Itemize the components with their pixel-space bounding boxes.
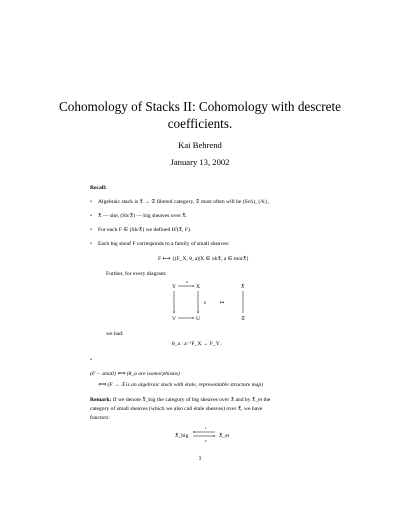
diagram-node-V: V	[172, 316, 177, 322]
functor-label-top: ι	[205, 425, 207, 430]
diagram-label-b: b	[204, 300, 206, 305]
remark-heading: Remark:	[90, 397, 112, 403]
diagram-node-stack: 𝔛	[241, 284, 245, 290]
author-name: Kai Behrend	[178, 140, 222, 150]
bullet-marker: •	[90, 357, 92, 363]
diagram-node-site: 𝔖	[241, 316, 245, 322]
diagram-node-Y: Y	[172, 284, 177, 290]
bullet-text: Each big sheaf F corresponds to a family of small sheaves:	[98, 241, 230, 247]
diagram-node-X: X	[196, 284, 201, 290]
bullet-text: For each F ∈ (Sh/𝔛) we defined Hⁱ(𝔛, F).	[98, 227, 192, 233]
bullet-text: Algebraic stack is 𝔛 → 𝔖 fibered category, 𝔖 most often will be (Sch)_{/k},	[98, 199, 269, 205]
functor-target: 𝔛_et	[219, 433, 230, 439]
we-had-text: we had:	[106, 331, 124, 337]
bullet-marker: •	[90, 199, 92, 205]
functor-label-bottom: ε	[205, 438, 207, 443]
bullet-marker: •	[90, 241, 92, 247]
functor-source: 𝔛_big	[175, 433, 189, 439]
document-date: January 13, 2002	[170, 157, 230, 167]
iff-line-2: ⟺ (F → 𝔛 is an algebraic stack with étale, representable structure map)	[98, 382, 264, 388]
family-formula: F ⟷ {(F_X, θ_a)|X ∈ ob𝔛, a ∈ mor𝔛}	[158, 256, 249, 262]
bullet-marker: •	[90, 213, 92, 219]
recall-heading: Recall:	[90, 185, 107, 191]
remark-paragraph	[90, 397, 270, 404]
diagram-node-U: U	[196, 316, 201, 322]
bullet-marker: •	[90, 227, 92, 233]
theta-formula: θ_a : a⁻¹F_X → F_Y .	[172, 341, 223, 347]
document-title: Cohomology of Stacks II: Cohomology with descrete coefficients.	[58, 99, 342, 131]
diagram-label-a: a	[186, 280, 188, 284]
remark-text: category of small sheaves (which we also call étale sheaves) over 𝔛, we have	[90, 406, 263, 412]
bullet-text: 𝔛 — site, (Sh/𝔛) — big sheaves over 𝔛.	[98, 213, 187, 219]
commutative-diagram	[160, 280, 270, 326]
functors-diagram	[175, 423, 245, 443]
diagram-mapsto: ↦	[220, 301, 225, 306]
iff-line-1: (F − small) ⟺ (θ_a are isomorphisms)	[90, 371, 180, 377]
remark-text: If we denote 𝔛_big the category of big sheaves over 𝔛 and by 𝔛_et the	[112, 397, 271, 403]
further-text: Further, for every diagram:	[106, 271, 167, 277]
page-number: 1	[198, 456, 202, 462]
remark-text: functors:	[90, 415, 110, 421]
